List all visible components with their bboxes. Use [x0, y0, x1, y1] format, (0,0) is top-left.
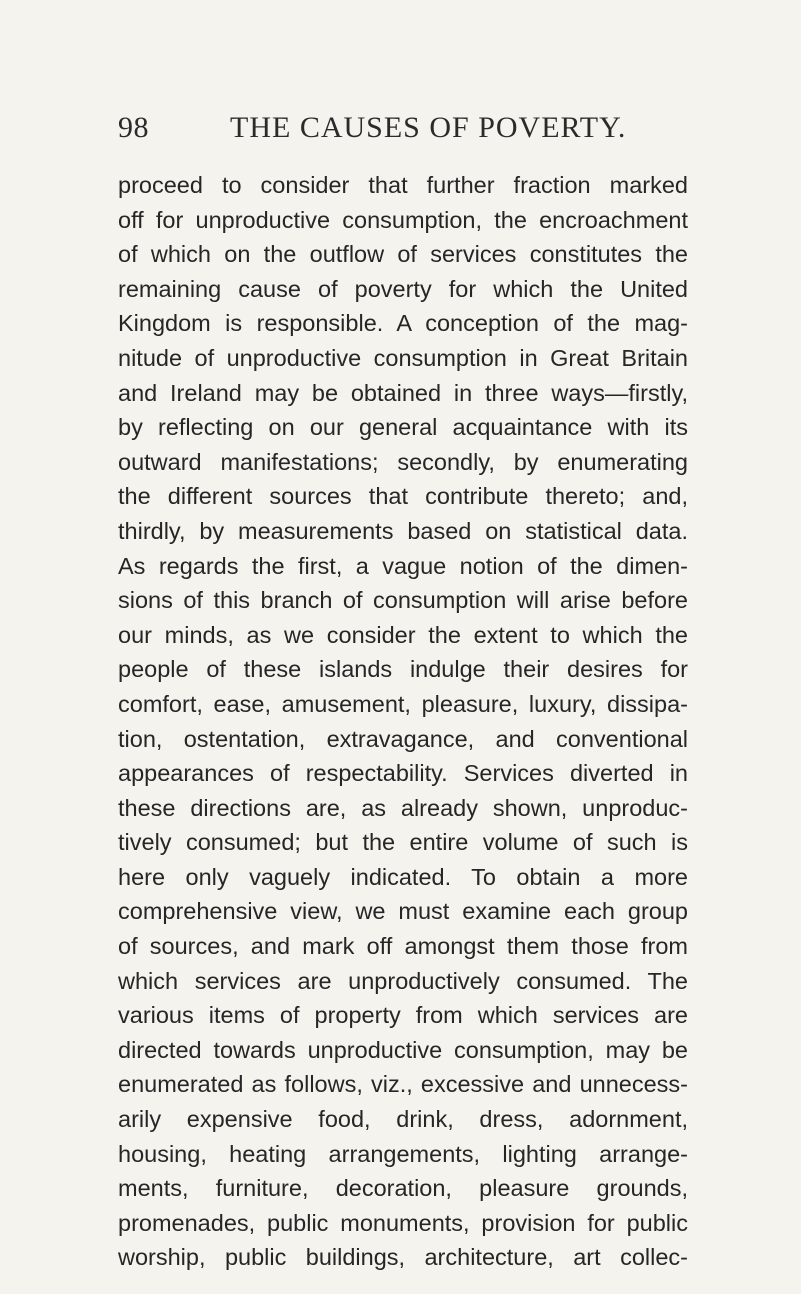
text-line: As regards the first, a vague notion of the dimen-: [118, 552, 688, 579]
text-line: comfort, ease, amusement, pleasure, luxury, dissipa-: [118, 690, 688, 717]
text-line: proceed to consider that further fraction marked: [118, 172, 688, 198]
text-line: of sources, and mark off amongst them those from: [118, 933, 688, 960]
text-line: outward manifestations; secondly, by enumerating: [118, 448, 688, 475]
text-line: various items of property from which services are: [118, 1002, 688, 1029]
text-line: Kingdom is responsible. A conception of the mag-: [118, 310, 688, 337]
text-line: here only vaguely indicated. To obtain a more: [118, 863, 688, 890]
text-line: tively consumed; but the entire volume of such is: [118, 829, 688, 856]
text-line: thirdly, by measurements based on statistical data.: [118, 517, 688, 544]
body-text: [118, 168, 688, 1275]
text-line: promenades, public monuments, provision for public: [118, 1209, 688, 1236]
text-line: directed towards unproductive consumption, may be: [118, 1036, 688, 1063]
page-number: 98: [118, 111, 149, 144]
text-line: nitude of unproductive consumption in Great Britain: [118, 344, 688, 371]
text-line: ments, furniture, decoration, pleasure grounds,: [118, 1175, 688, 1202]
text-line: worship, public buildings, architecture, art collec-: [118, 1244, 688, 1271]
text-line: remaining cause of poverty for which the United: [118, 275, 688, 302]
running-title: THE CAUSES OF POVERTY.: [230, 111, 627, 144]
text-line: enumerated as follows, viz., excessive and unnecess-: [118, 1071, 688, 1098]
text-line: these directions are, as already shown, unproduc-: [118, 794, 688, 821]
text-line: and Ireland may be obtained in three ways—firstly,: [118, 379, 688, 406]
text-line: by reflecting on our general acquaintance with its: [118, 414, 688, 441]
text-line: arily expensive food, drink, dress, adornment,: [118, 1106, 688, 1133]
text-line: people of these islands indulge their desires for: [118, 656, 688, 683]
text-line: the different sources that contribute thereto; and,: [118, 483, 688, 510]
text-line: appearances of respectability. Services diverted in: [118, 760, 688, 787]
text-line: of which on the outflow of services constitutes the: [118, 241, 688, 268]
running-head: [118, 108, 678, 148]
text-line: comprehensive view, we must examine each group: [118, 898, 688, 925]
text-line: housing, heating arrangements, lighting arrange-: [118, 1140, 688, 1167]
text-line: which services are unproductively consumed. The: [118, 967, 688, 994]
text-line: our minds, as we consider the extent to which the: [118, 621, 688, 648]
text-line: sions of this branch of consumption will arise before: [118, 587, 688, 614]
text-line: off for unproductive consumption, the encroachment: [118, 206, 688, 233]
text-line: tion, ostentation, extravagance, and conventional: [118, 725, 688, 752]
